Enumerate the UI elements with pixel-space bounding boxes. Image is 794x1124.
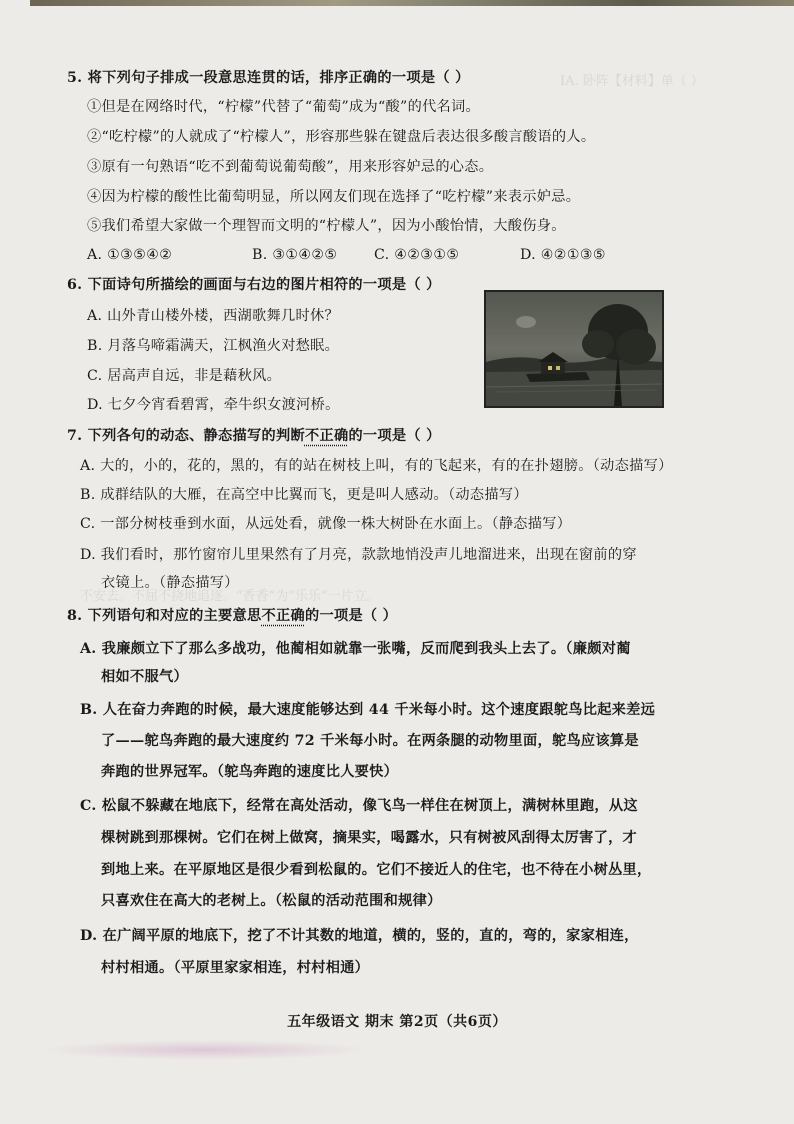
q6-option-d[interactable]: D. 七夕今宵看碧霄，牵牛织女渡河桥。 <box>87 397 340 413</box>
q8-option-b-line1[interactable]: B. 人在奋力奔跑的时候，最大速度能够达到 44 千米每小时。这个速度跟鸵鸟比起来差远 <box>80 702 656 718</box>
page-footer: 五年级语文 期末 第2页（共6页） <box>287 1014 507 1030</box>
q8-title-prefix: 8. 下列语句和对应的主要意思 <box>67 608 262 624</box>
q7-option-d-line1[interactable]: D. 我们看时，那竹窗帘儿里果然有了月亮，款款地悄没声儿地溜进来，出现在窗前的穿 <box>80 547 637 563</box>
q6-option-b[interactable]: B. 月落乌啼霜满天，江枫渔火对愁眠。 <box>87 338 340 354</box>
q7-title <box>67 426 441 446</box>
q5-sentence-2: ②“吃柠檬”的人就成了“柠檬人”，形容那些躲在键盘后表达很多酸言酸语的人。 <box>87 129 596 145</box>
q7-title-prefix: 7. 下列各句的动态、静态描写的判断 <box>67 428 305 444</box>
q8-option-c-line3: 到地上来。在平原地区是很少看到松鼠的。它们不接近人的住宅，也不待在小树丛里， <box>101 862 652 878</box>
q6-option-a[interactable]: A. 山外青山楼外楼，西湖歌舞几时休？ <box>87 308 339 324</box>
q8-option-d-line1[interactable]: D. 在广阔平原的地底下，挖了不计其数的地道，横的，竖的，直的，弯的，家家相连， <box>80 928 639 944</box>
night-river-landscape-icon <box>484 290 664 408</box>
q7-title-emphasis: 不正确 <box>304 428 349 444</box>
q8-option-c-line4: 只喜欢住在高大的老树上。（松鼠的活动范围和规律） <box>101 893 442 909</box>
q5-option-c[interactable]: C. ④②③①⑤ <box>374 247 460 263</box>
q7-option-b[interactable]: B. 成群结队的大雁，在高空中比翼而飞，更是叫人感动。（动态描写） <box>80 487 528 503</box>
q5-sentence-1: ①但是在网络时代，“柠檬”代替了“葡萄”成为“酸”的代名词。 <box>87 99 481 115</box>
q6-title: 6. 下面诗句所描绘的画面与右边的图片相符的一项是（ ） <box>67 277 441 293</box>
q8-title-emphasis: 不正确 <box>261 608 305 624</box>
stain-mark <box>40 1040 370 1060</box>
q7-option-c[interactable]: C. 一部分树枝垂到水面，从远处看，就像一株大树卧在水面上。（静态描写） <box>80 516 572 532</box>
q8-title-suffix: 的一项是（ ） <box>304 608 398 624</box>
q8-option-c-line1[interactable]: C. 松鼠不躲藏在地底下，经常在高处活动，像飞鸟一样住在树顶上，满树林里跑，从这 <box>80 798 638 814</box>
q5-title: 5. 将下列句子排成一段意思连贯的话，排序正确的一项是（ ） <box>67 70 470 86</box>
q7-title-suffix: 的一项是（ ） <box>348 428 441 444</box>
bleed-through-text: 不安去。不屈不挠地追逐。“香香”为“乐乐”一片立。 <box>80 589 380 604</box>
q5-option-d[interactable]: D. ④②①③⑤ <box>520 247 606 263</box>
q5-option-a[interactable]: A. ①③⑤④② <box>87 247 173 263</box>
q5-option-b[interactable]: B. ③①④②⑤ <box>252 247 338 263</box>
q7-emphasis <box>305 428 348 444</box>
q5-sentence-3: ③原有一句熟语“吃不到葡萄说葡萄酸”，用来形容妒忌的心态。 <box>87 159 494 175</box>
q8-option-d-line2: 村村相通。（平原里家家相连，村村相通） <box>101 960 370 976</box>
q5-sentence-5: ⑤我们希望大家做一个理智而文明的“柠檬人”，因为小酸怡情，大酸伤身。 <box>87 218 566 234</box>
q8-option-b-line2: 了——鸵鸟奔跑的最大速度约 72 千米每小时。在两条腿的动物里面，鸵鸟应该算是 <box>101 733 639 749</box>
q8-option-a-line1[interactable]: A. 我廉颇立下了那么多战功，他蔺相如就靠一张嘴，反而爬到我头上去了。（廉颇对蔺 <box>80 641 631 657</box>
q8-option-a-line2: 相如不服气） <box>101 669 188 685</box>
q5-sentence-4: ④因为柠檬的酸性比葡萄明显，所以网友们现在选择了“吃柠檬”来表示妒忌。 <box>87 189 581 205</box>
q7-option-a[interactable]: A. 大的，小的，花的，黑的，有的站在树枝上叫，有的飞起来，有的在扑翅膀。（动态描写） <box>80 458 673 474</box>
q8-option-c-line2: 棵树跳到那棵树。它们在树上做窝，摘果实，喝露水，只有树被风刮得太厉害了，才 <box>101 830 638 846</box>
q6-option-c[interactable]: C. 居高声自远，非是藉秋风。 <box>87 368 282 384</box>
bleed-through-text: IA. 卧阵【材料】单（ ） <box>560 74 704 89</box>
top-edge-band <box>30 0 794 6</box>
q8-option-b-line3: 奔跑的世界冠军。（鸵鸟奔跑的速度比人要快） <box>101 764 399 780</box>
q8-title <box>67 606 397 626</box>
q7-option-d-line2: 衣镜上。（静态描写） <box>101 575 239 591</box>
